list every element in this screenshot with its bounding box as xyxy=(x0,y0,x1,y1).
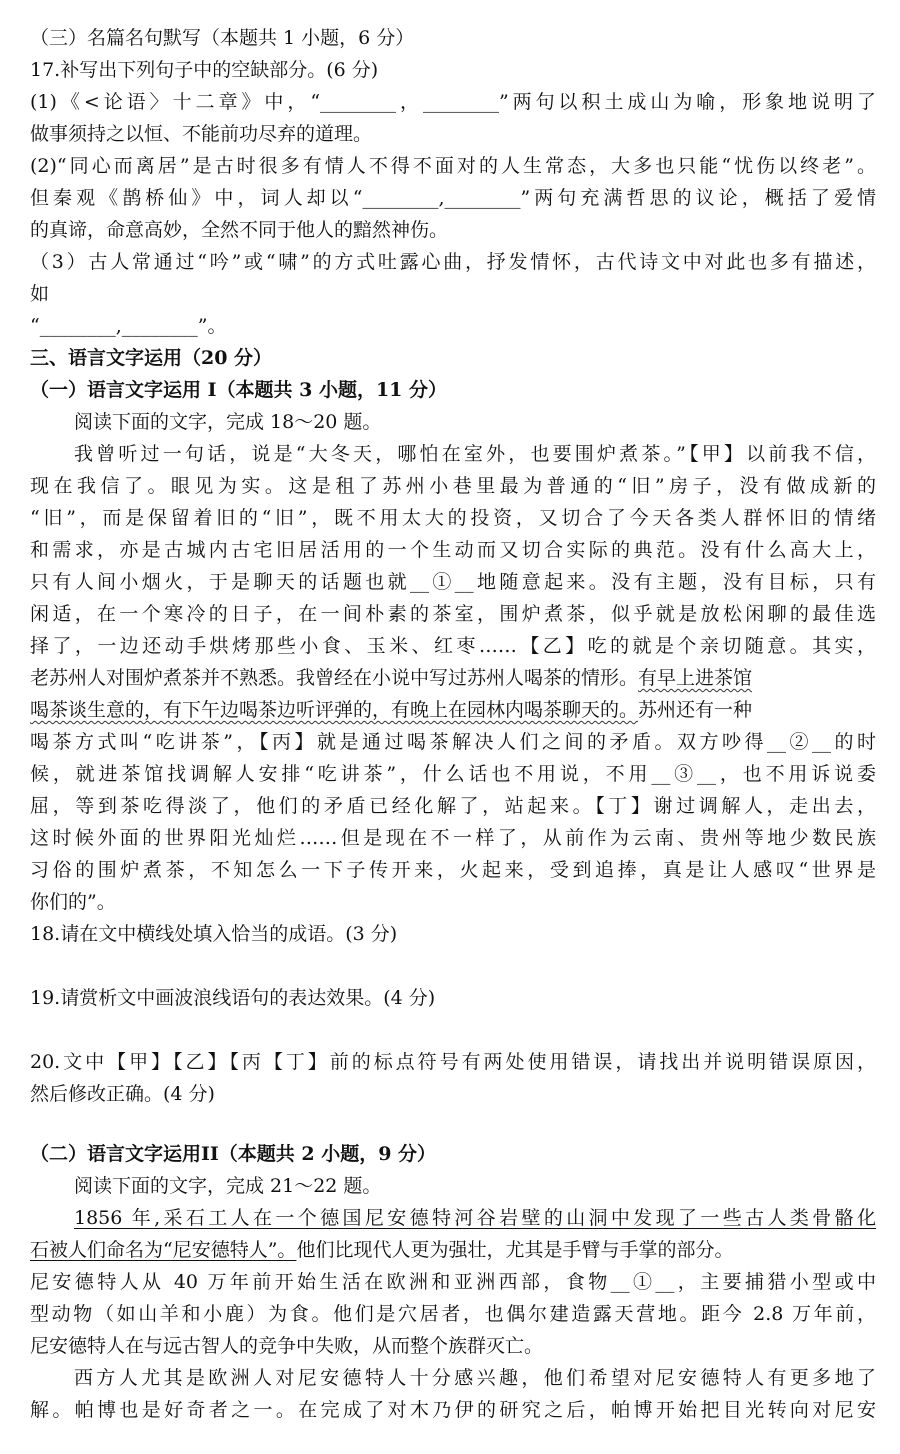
passage-2-line: 型动物（如山羊和小鹿）为食。他们是穴居者，也偶尔建造露天营地。距今 2.8 万年前， xyxy=(30,1303,876,1325)
reading-instruction-21-22: 阅读下面的文字，完成 21～22 题。 xyxy=(74,1175,382,1197)
section-heading-language-use: 三、语言文字运用（20 分） xyxy=(30,347,273,369)
question-17-item-2-cont: 但秦观《鹊桥仙》中，词人却以“________,________”两句充满哲思的议论，概括了爱情 xyxy=(30,187,876,209)
passage-1-line: 现在我信了。眼见为实。这是租了苏州小巷里最为普通的“旧”房子，没有做成新的 xyxy=(30,475,876,497)
passage-1-line: 这时候外面的世界阳光灿烂……但是现在不一样了，从前作为云南、贵州等地少数民族 xyxy=(30,827,876,849)
question-17-stem: 17.补写出下列句子中的空缺部分。(6 分) xyxy=(30,59,379,81)
subsection-heading-language-use-2: （二）语言文字运用II（本题共 2 小题，9 分） xyxy=(30,1143,437,1165)
passage-1-line: 你们的”。 xyxy=(30,891,116,913)
passage-2-line: 西方人尤其是欧洲人对尼安德特人十分感兴趣，他们希望对尼安德特人有更多地了 xyxy=(74,1367,876,1389)
passage-2-line: 解。帕博也是好奇者之一。在完成了对木乃伊的研究之后，帕博开始把目光转向对尼安 xyxy=(30,1399,876,1421)
passage-1-line xyxy=(30,662,876,694)
question-17-item-2-cont: 的真谛，命意高妙，全然不同于他人的黯然神伤。 xyxy=(30,219,449,241)
passage-1-line: 我曾听过一句话，说是“大冬天，哪怕在室外，也要围炉煮茶。”【甲】以前我不信， xyxy=(74,443,876,465)
section-heading-famous-lines: （三）名篇名句默写（本题共 1 小题，6 分） xyxy=(30,27,415,49)
passage-1-text: 苏州还有一种 xyxy=(638,699,753,721)
question-17-item-1: (1)《<论语〉十二章》中，“________，________”两句以积土成山为喻，形象地说明了 xyxy=(30,91,876,113)
wavy-underlined-sentence: 有早上进茶馆 xyxy=(638,667,753,689)
passage-1-text: 老苏州人对围炉煮茶并不熟悉。我曾经在小说中写过苏州人喝茶的情形。 xyxy=(30,667,639,689)
passage-1-line: 和需求，亦是古城内古宅旧居活用的一个生动而又切合实际的典范。没有什么高大上， xyxy=(30,539,876,561)
question-18: 18.请在文中横线处填入恰当的成语。(3 分) xyxy=(30,923,398,945)
passage-1-line: 闲适，在一个寒冷的日子，在一间朴素的茶室，围炉煮茶，似乎就是放松闲聊的最佳选 xyxy=(30,603,876,625)
passage-2-line: 尼安德特人从 40 万年前开始生活在欧洲和亚洲西部，食物__①__，主要捕猎小型或中 xyxy=(30,1271,876,1293)
question-17-item-1-cont: 做事须持之以恒、不能前功尽弃的道理。 xyxy=(30,123,373,145)
question-17-item-3-cont: 如 xyxy=(30,283,50,305)
question-20-cont: 然后修改正确。(4 分) xyxy=(30,1083,215,1105)
question-17-item-2: (2)“同心而离居”是古时很多有情人不得不面对的人生常态，大多也只能“忧伤以终老”。 xyxy=(30,155,876,177)
passage-2-line xyxy=(30,1234,876,1266)
passage-2-text: 他们比现代人更为强壮，尤其是手臂与手掌的部分。 xyxy=(296,1239,734,1261)
subsection-heading-language-use-1: （一）语言文字运用 I（本题共 3 小题，11 分） xyxy=(30,379,448,401)
passage-1-line: “旧”，而是保留着旧的“旧”，既不用太大的投资，又切合了今天各类人群怀旧的情绪 xyxy=(30,507,876,529)
passage-1-line: 择了，一边还动手烘烤那些小食、玉米、红枣……【乙】吃的就是个亲切随意。其实， xyxy=(30,635,876,657)
passage-1-line: 屈，等到茶吃得淡了，他们的矛盾已经化解了，站起来。【丁】谢过调解人，走出去， xyxy=(30,795,876,817)
question-20: 20.文中【甲】【乙】【丙【丁】前的标点符号有两处使用错误，请找出并说明错误原因， xyxy=(30,1051,876,1073)
question-17-item-3-blank: “________,________”。 xyxy=(30,315,227,337)
underlined-sentence: 1856 年,采石工人在一个德国尼安德特河谷岩壁的山洞中发现了一些古人类骨骼化 xyxy=(74,1207,876,1229)
underlined-sentence: 石被人们命名为“尼安德特人”。 xyxy=(30,1239,297,1261)
reading-instruction-18-20: 阅读下面的文字，完成 18～20 题。 xyxy=(74,411,382,433)
passage-1-line: 只有人间小烟火，于是聊天的话题也就__①__地随意起来。没有主题，没有目标，只有 xyxy=(30,571,876,593)
question-17-item-3: （3）古人常通过“吟”或“啸”的方式吐露心曲，抒发情怀，古代诗文中对此也多有描述， xyxy=(30,251,876,273)
passage-1-line xyxy=(30,694,876,726)
wavy-underlined-sentence: 喝茶谈生意的，有下午边喝茶边听评弹的，有晚上在园林内喝茶聊天的。 xyxy=(30,699,639,721)
passage-1-line: 候，就进茶馆找调解人安排“吃讲茶”，什么话也不用说，不用__③__，也不用诉说委 xyxy=(30,763,876,785)
passage-1-line: 喝茶方式叫“吃讲茶”，【丙】就是通过喝茶解决人们之间的矛盾。双方吵得__②__的时 xyxy=(30,731,876,753)
question-19: 19.请赏析文中画波浪线语句的表达效果。(4 分) xyxy=(30,987,436,1009)
passage-1-line: 习俗的围炉煮茶，不知怎么一下子传开来，火起来，受到追捧，真是让人感叹“世界是 xyxy=(30,859,876,881)
passage-2-line: 尼安德特人在与远古智人的竞争中失败，从而整个族群灭亡。 xyxy=(30,1335,544,1357)
